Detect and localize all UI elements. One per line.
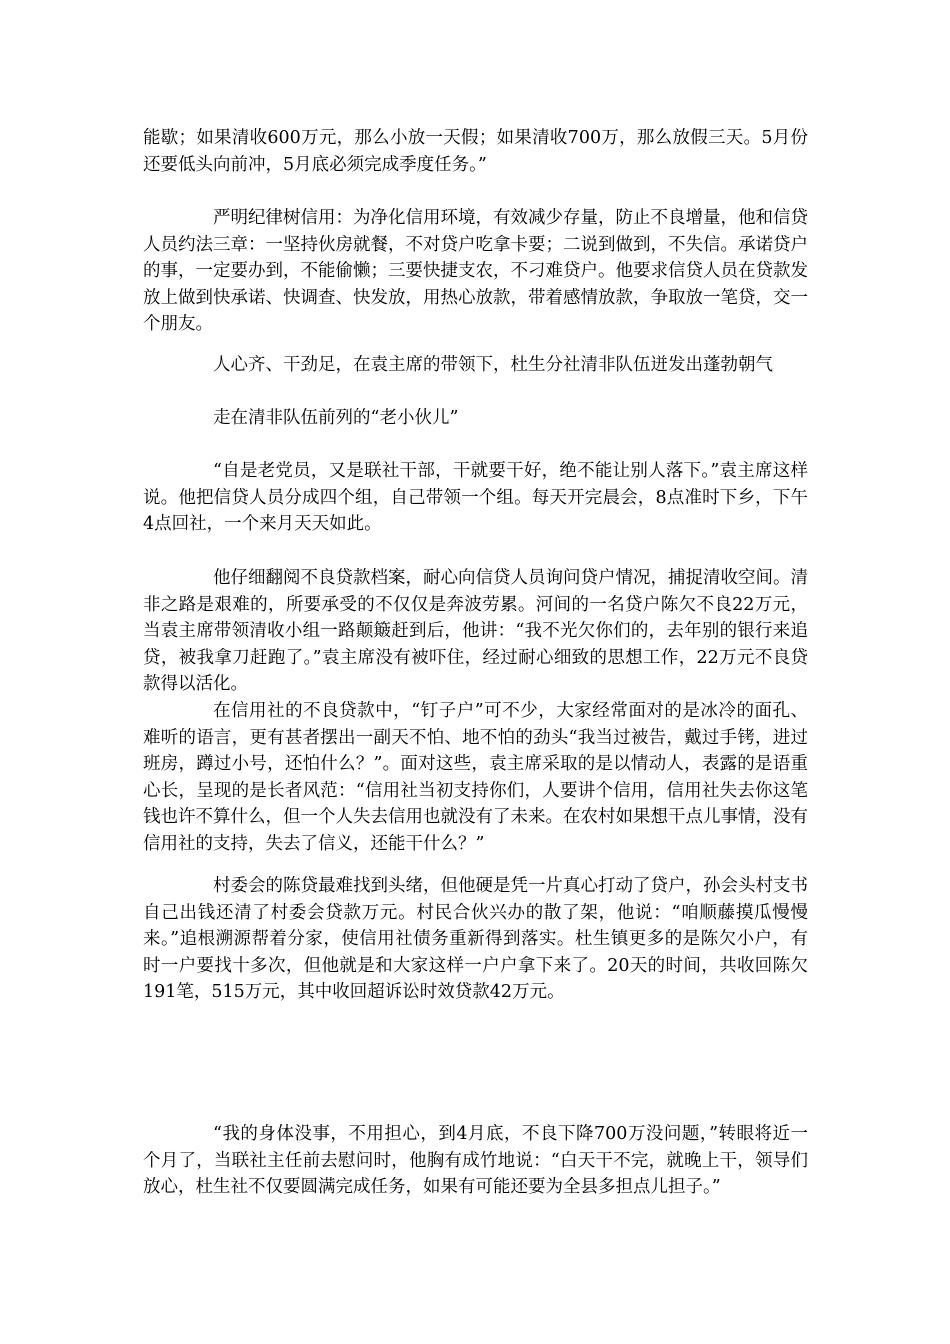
paragraph-continuation: 能歇；如果清收600万元，那么小放一天假；如果清收700万，那么放假三天。5月份还要低头向前冲，5月底必须完成季度任务。”	[143, 128, 808, 175]
paragraph-discipline: 严明纪律树信用：为净化信用环境，有效减少存量，防止不良增量，他和信贷人员约法三章：一坚持伙房就餐，不对贷户吃拿卡要；二说到做到，不失信。承诺贷户的事，一定要办到，不能偷懒；三要快捷支农，不刁难贷户。他要求信贷人员在贷款发放上做到快承诺、快调查、快发放，用热心放款，带着感情放款，争取放一笔贷，交一个朋友。	[143, 208, 808, 334]
paragraph-party-member: “自是老党员，又是联社干部，干就要干好，绝不能让别人落下。”袁主席这样说。他把信贷人员分成四个组，自己带领一个组。每天开完晨会，8点准时下乡，下午4点回社，一个来月天天如此。	[143, 461, 808, 534]
paragraph-team-spirit: 人心齐、干劲足，在袁主席的带领下，杜生分社清非队伍迸发出蓬勃朝气	[213, 355, 773, 375]
section-heading: 走在清非队伍前列的“老小伙儿”	[213, 408, 459, 428]
paragraph-files-review: 他仔细翻阅不良贷款档案，耐心向信贷人员询问贷户情况，捕捉清收空间。清非之路是艰难的，所要承受的不仅仅是奔波劳累。河间的一名贷户陈欠不良22万元，当袁主席带领清收小组一路颠簸赶到后，他讲：“我不光欠你们的，去年别的银行来追贷，被我拿刀赶跑了。”袁主席没有被吓住，经过耐心细致的思想工作，22万元不良贷款得以活化。	[143, 568, 808, 694]
paragraph-nail-households: 在信用社的不良贷款中，“钉子户”可不少，大家经常面对的是冰冷的面孔、难听的语言，更有甚者摆出一副天不怕、地不怕的劲头“我当过被告，戴过手铐，进过班房，蹲过小号，还怕什么？”。面对这些，袁主席采取的是以情动人，表露的是语重心长，呈现的是长者风范：“信用社当初支持你们，人要讲个信用，信用社失去你这笔钱也许不算什么，但一个人失去信用也就没有了未来。在农村如果想干点儿事情，没有信用社的支持，失去了信义，还能干什么？”	[143, 701, 808, 854]
paragraph-health: “我的身体没事，不用担心，到4月底，不良下降700万没问题，”转眼将近一个月了，当联社主任前去慰问时，他胸有成竹地说：“白天干不完，就晚上干，领导们放心，杜生社不仅要圆满完成任务，如果有可能还要为全县多担点儿担子。”	[143, 1124, 808, 1197]
paragraph-village-committee: 村委会的陈贷最难找到头绪，但他硬是凭一片真心打动了贷户，孙会头村支书自己出钱还清了村委会贷款万元。村民合伙兴办的散了架，他说：“咱顺藤摸瓜慢慢来。”追根溯源帮着分家，使信用社债务重新得到落实。杜生镇更多的是陈欠小户，有时一户要找十多次，但他就是和大家这样一户户拿下来了。20天的时间，共收回陈欠191笔，515万元，其中收回超诉讼时效贷款42万元。	[143, 876, 808, 1002]
